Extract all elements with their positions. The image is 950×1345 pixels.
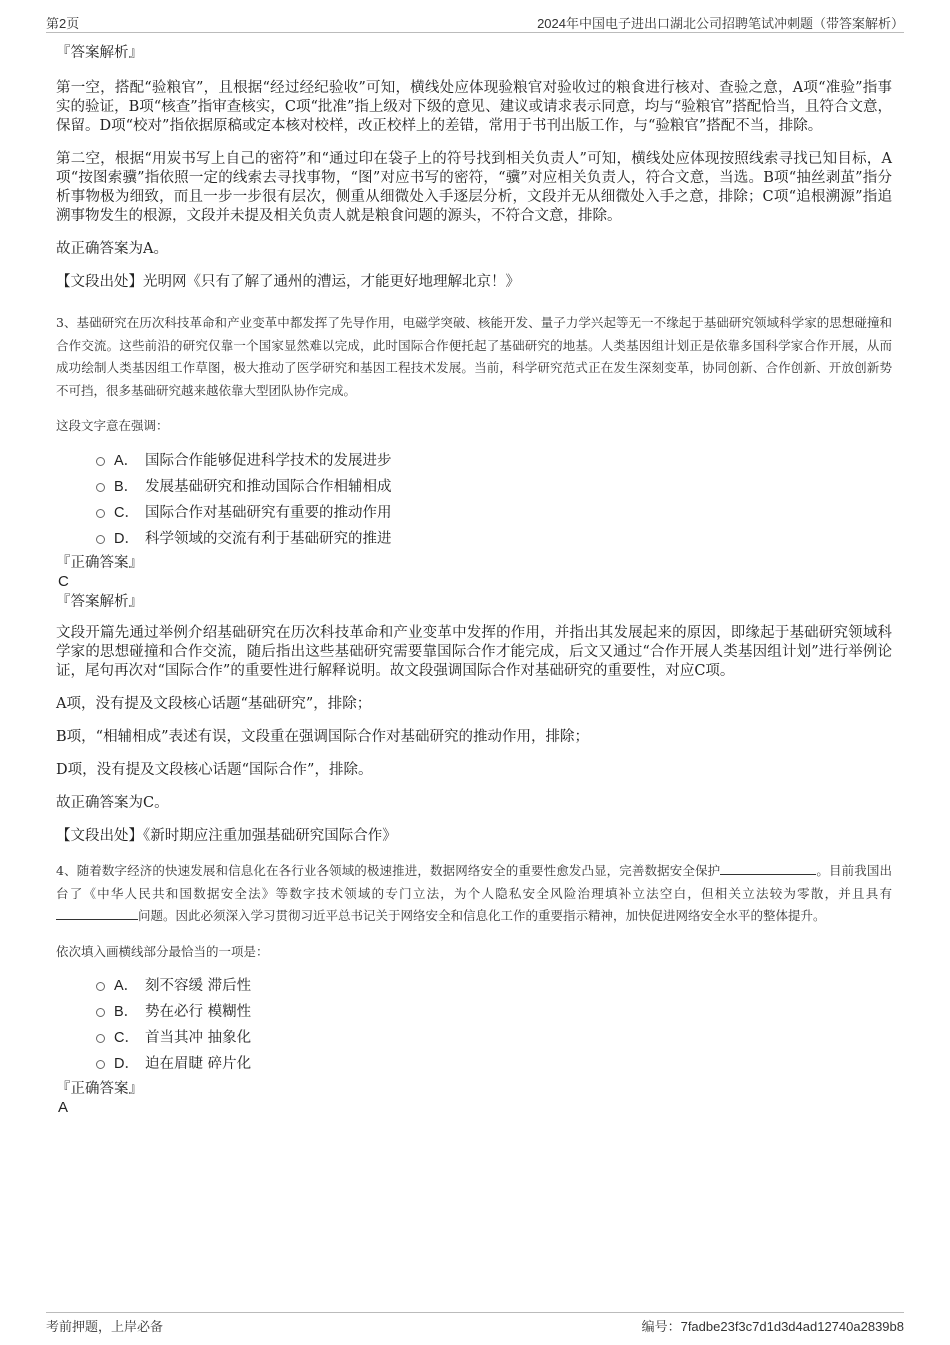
q3-analysis-label: 『答案解析』: [56, 594, 143, 610]
option-text: 国际合作能够促进科学技术的发展进步: [145, 452, 392, 469]
document-title: 2024年中国电子进出口湖北公司招聘笔试冲刺题（带答案解析）: [537, 16, 904, 31]
option-text: 迫在眉睫 碎片化: [145, 1056, 252, 1072]
q2-analysis-paragraph: 第一空，搭配“验粮官”，且根据“经过经纪验收”可知，横线处应体现验粮官对验收过的粮食进行核对、查验之意，A项“准验”指事实的验证，B项“核查”指审查核实，C项“批准”指上级对下级的意见、建议或请求表示同意，均与“验粮官”搭配恰当，且符合文意，保留。D项“校对”指依据原稿或定本核对校样，改正校样上的差错，常用于书刊出版工作，与“验粮官”搭配不当，排除。: [56, 80, 892, 134]
option-letter: C．: [114, 1030, 139, 1046]
question-4: [56, 860, 892, 1117]
q2-analysis-paragraph: 第二空，根据“用炭书写上自己的密符”和“通过印在袋子上的符号找到相关负责人”可知，横线处应体现按照线索寻找已知目标，A项“按图索骥”指依照一定的线索去寻找事物，“图”对应书写的密符，“骥”对应相关负责人，符合文意，当选。B项“抽丝剥茧”指分析事物极为细致，而且一步一步很有层次，侧重从细微处入手逐层分析，文段并无从细微处入手之意，排除；C项“追根溯源”指追溯事物发生的根源，文段并未提及相关负责人就是粮食问题的源头，不符合文意，排除。: [56, 151, 892, 224]
q2-analysis-section: [56, 44, 892, 292]
q4-option-c[interactable]: [96, 1024, 892, 1050]
option-letter: A．: [114, 978, 139, 994]
page-content: [56, 44, 892, 1119]
q3-stem: 3、基础研究在历次科技革命和产业变革中都发挥了先导作用，电磁学突破、核能开发、量子力学兴起等无一不缘起于基础研究领域科学家的思想碰撞和合作交流。这些前沿的研究仅靠一个国家显然难以完成，此时国际合作便托起了基础研究的地基。人类基因组计划正是依靠多国科学家合作开展，从而成功绘制人类基因组工作草图，极大推动了医学研究和基因工程技术发展。当前，科学研究范式正在发生深刻变革，协同创新、合作创新、开放创新势不可挡，很多基础研究越来越依靠大型团队协作完成。: [56, 315, 892, 398]
option-letter: D．: [114, 530, 139, 547]
document-id: 编号：7fadbe23f3c7d1d3d4ad12740a2839b8: [641, 1319, 904, 1334]
q3-source: 【文段出处】《新时期应注重加强基础研究国际合作》: [56, 828, 397, 844]
q3-analysis-paragraph: D项，没有提及文段核心话题“国际合作”，排除。: [56, 762, 373, 778]
q2-conclusion: 故正确答案为A。: [56, 241, 168, 257]
radio-icon[interactable]: [96, 982, 105, 991]
q4-stem-part: 问题。因此必须深入学习贯彻习近平总书记关于网络安全和信息化工作的重要指示精神，加快促进网络安全水平的整体提升。: [138, 908, 826, 923]
radio-icon[interactable]: [96, 1060, 105, 1069]
q3-answer-label: 『正确答案』: [56, 555, 143, 571]
q3-analysis-paragraph: 文段开篇先通过举例介绍基础研究在历次科技革命和产业变革中发挥的作用，并指出其发展起来的原因，即缘起于基础研究领域科学家的思想碰撞和合作交流，随后指出这些基础研究需要靠国际合作才能完成，后文又通过“合作开展人类基因组计划”进行举例论证，尾句再次对“国际合作”的重要性进行解释说明。故文段强调国际合作对基础研究的重要性，对应C项。: [56, 625, 892, 679]
option-letter: C．: [114, 504, 139, 521]
footer-slogan: 考前押题，上岸必备: [46, 1319, 164, 1334]
q3-option-b[interactable]: [96, 472, 892, 498]
q4-answer: A: [58, 1098, 69, 1116]
q4-answer-label: 『正确答案』: [56, 1080, 143, 1097]
q3-option-a[interactable]: [96, 446, 892, 472]
option-letter: A．: [114, 452, 139, 469]
page-number: 第2页: [46, 16, 80, 31]
fill-blank: [720, 860, 816, 875]
q4-options: [96, 972, 892, 1076]
q4-stem-part: 。目前我国出台了《中华人民共和国数据安全法》等数字技术领域的专门立法，为个人隐私安全风险治理填补立法空白，但相关立法较为零散，并且具有: [56, 863, 892, 901]
radio-icon[interactable]: [96, 1034, 105, 1043]
radio-icon[interactable]: [96, 509, 105, 518]
page-header: [46, 10, 904, 33]
q3-option-c[interactable]: [96, 498, 892, 524]
radio-icon[interactable]: [96, 1008, 105, 1017]
q4-stem-part: 4、随着数字经济的快速发展和信息化在各行业各领域的极速推进，数据网络安全的重要性愈发凸显，完善数据安全保护: [56, 863, 721, 878]
q2-analysis-label: 『答案解析』: [56, 45, 143, 61]
q3-prompt: 这段文字意在强调：: [56, 418, 169, 433]
q3-conclusion: 故正确答案为C。: [56, 795, 169, 811]
q4-option-b[interactable]: [96, 998, 892, 1024]
radio-icon[interactable]: [96, 457, 105, 466]
option-letter: B．: [114, 478, 139, 495]
option-text: 科学领域的交流有利于基础研究的推进: [145, 530, 392, 547]
q4-stem: [56, 860, 892, 928]
fill-blank: [56, 905, 138, 920]
q3-analysis-paragraph: A项，没有提及文段核心话题“基础研究”，排除；: [56, 696, 372, 712]
q4-option-d[interactable]: [96, 1050, 892, 1076]
option-text: 国际合作对基础研究有重要的推动作用: [145, 504, 392, 521]
option-text: 首当其冲 抽象化: [145, 1030, 252, 1046]
radio-icon[interactable]: [96, 535, 105, 544]
q3-options: [96, 446, 892, 550]
option-letter: D．: [114, 1056, 139, 1072]
question-3: [56, 312, 892, 846]
option-text: 刻不容缓 滞后性: [145, 978, 252, 994]
option-text: 势在必行 模糊性: [145, 1004, 252, 1020]
q3-analysis-paragraph: B项，“相辅相成”表述有误，文段重在强调国际合作对基础研究的推动作用，排除；: [56, 729, 589, 745]
radio-icon[interactable]: [96, 483, 105, 492]
option-text: 发展基础研究和推动国际合作相辅相成: [145, 478, 392, 495]
q2-source: 【文段出处】光明网《只有了解了通州的漕运，才能更好地理解北京！》: [56, 274, 520, 290]
q3-answer: C: [58, 573, 69, 590]
option-letter: B．: [114, 1004, 139, 1020]
page-footer: [46, 1312, 904, 1337]
q3-option-d[interactable]: [96, 524, 892, 550]
q4-option-a[interactable]: [96, 972, 892, 998]
q4-prompt: 依次填入画横线部分最恰当的一项是：: [56, 943, 269, 959]
